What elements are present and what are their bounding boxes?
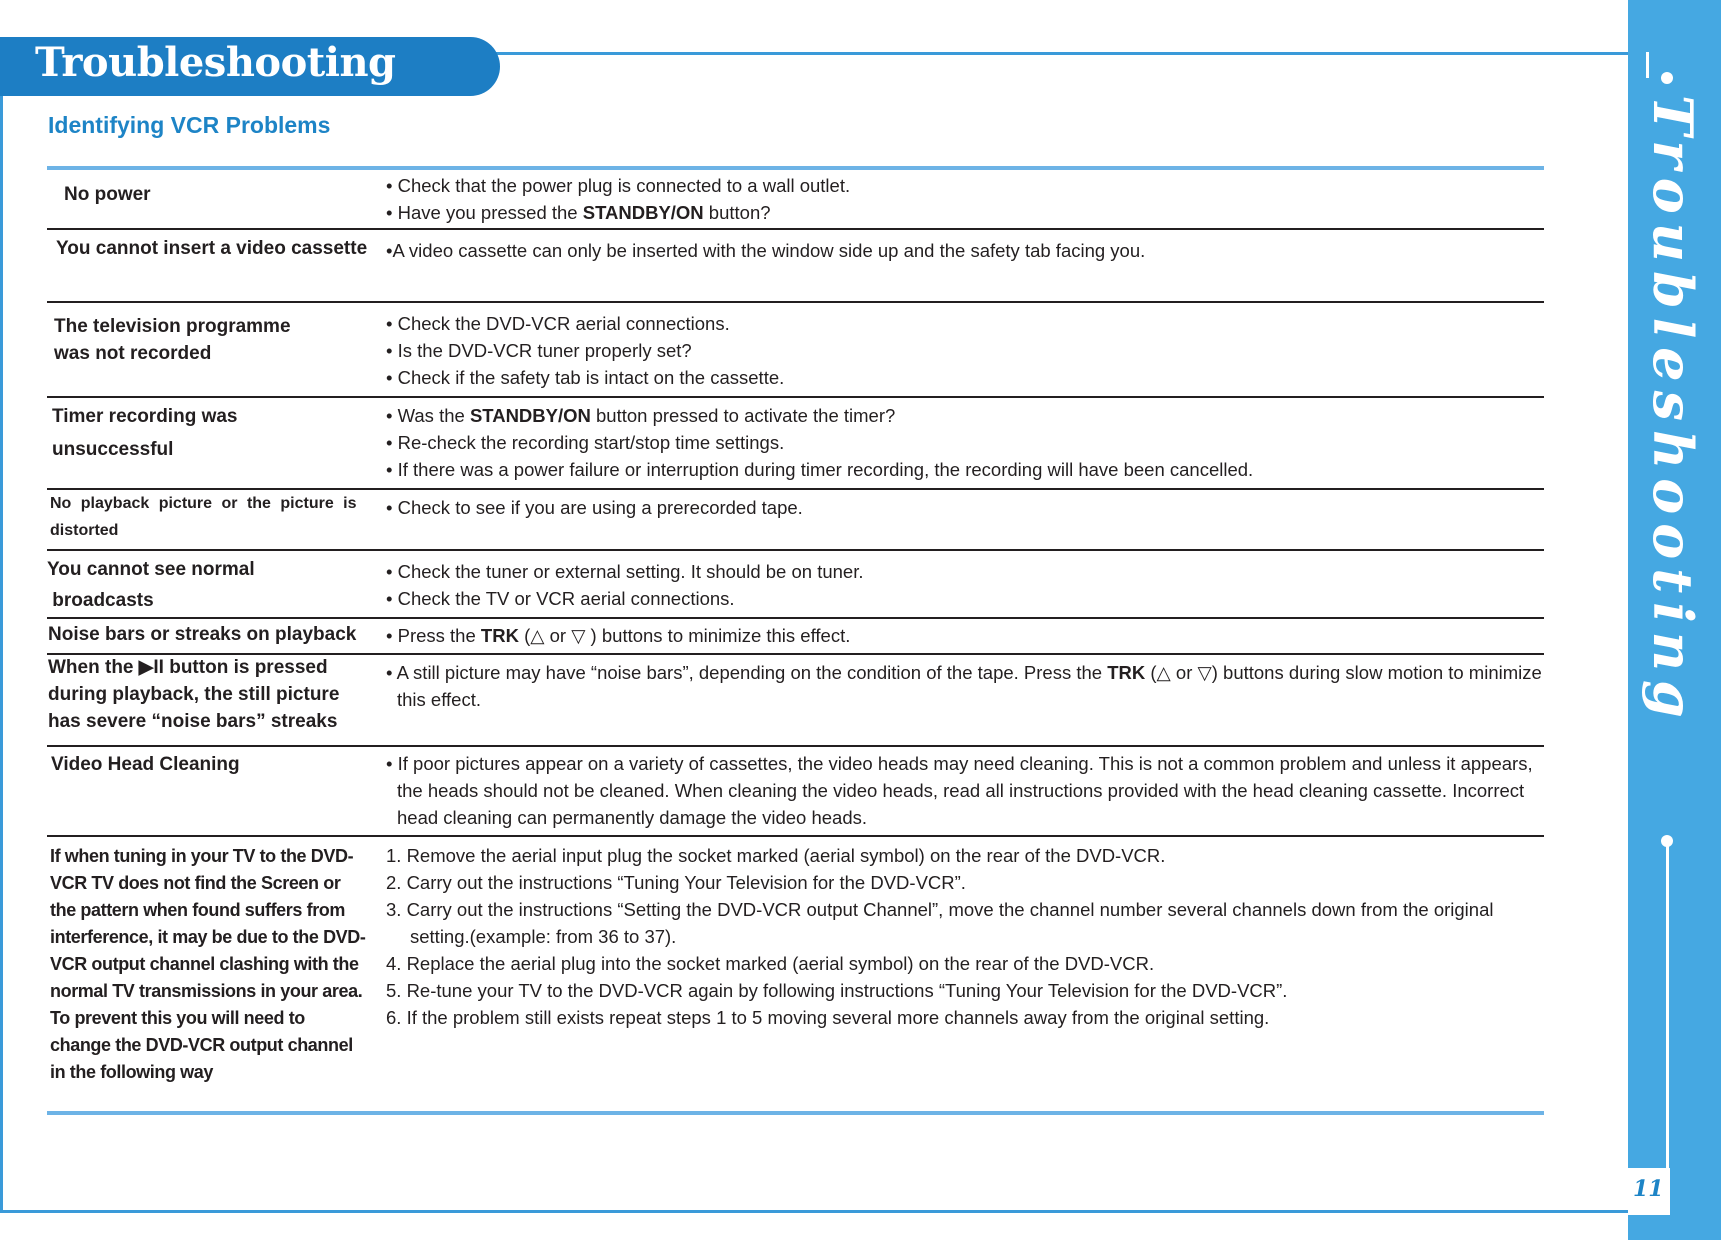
page-bottom-border bbox=[0, 1210, 1628, 1213]
solution-text: • Have you pressed the STANDBY/ON button? bbox=[386, 202, 771, 223]
page-number: 11 bbox=[1633, 1176, 1664, 1202]
problem-cell bbox=[47, 554, 255, 616]
header-rule bbox=[480, 52, 1628, 55]
sidebar-top-line bbox=[1646, 52, 1649, 78]
solution-text: • Check to see if you are using a prerecorded tape. bbox=[386, 497, 803, 518]
problem-cell bbox=[48, 621, 356, 648]
solution-text: • Check the TV or VCR aerial connections. bbox=[386, 588, 735, 609]
solution-cell bbox=[386, 842, 1544, 1031]
solution-text: • A still picture may have “noise bars”, depending on the condition of the tape. Press the TRK (△ or ▽) buttons during slow motion to minimize this effect. bbox=[386, 662, 1542, 710]
solution-cell bbox=[386, 237, 1544, 264]
solution-text: • If poor pictures appear on a variety of cassettes, the video heads may need cleaning. This is not a common problem and unless it appears, the heads should not be cleaned. When cleaning the video heads, read all instructions provided with the head cleaning cassette. Incorrect head cleaning can permanently damage the video heads. bbox=[386, 753, 1533, 828]
table-bottom-rule bbox=[47, 1111, 1544, 1115]
step-text: 6. If the problem still exists repeat steps 1 to 5 moving several more channels away from the original setting. bbox=[386, 1007, 1270, 1028]
solution-text: • Check the tuner or external setting. It should be on tuner. bbox=[386, 561, 864, 582]
solution-cell bbox=[386, 172, 1544, 226]
step-text: setting.(example: from 36 to 37). bbox=[410, 926, 677, 947]
row-divider bbox=[47, 835, 1544, 837]
problem-text: broadcasts bbox=[47, 590, 154, 611]
row-divider bbox=[47, 301, 1544, 303]
row-divider bbox=[47, 396, 1544, 398]
sidebar-bottom-line bbox=[1666, 846, 1669, 1168]
problem-text: interference, it may be due to the DVD- bbox=[50, 927, 366, 947]
problem-text: No playback picture or the picture is bbox=[50, 495, 357, 512]
problem-text: during playback, the still picture bbox=[48, 684, 340, 705]
step-text: 3. Carry out the instructions “Setting the DVD-VCR output Channel”, move the channel number several channels down from the original bbox=[386, 899, 1494, 920]
step-text: 2. Carry out the instructions “Tuning Your Television for the DVD-VCR”. bbox=[386, 872, 966, 893]
problem-text: change the DVD-VCR output channel bbox=[50, 1035, 353, 1055]
problem-cell bbox=[64, 181, 151, 208]
solution-cell bbox=[386, 402, 1544, 483]
problem-text: Noise bars or streaks on playback bbox=[48, 624, 357, 645]
problem-text: No power bbox=[64, 184, 151, 205]
header-tab bbox=[0, 37, 500, 96]
problem-text: If when tuning in your TV to the DVD- bbox=[50, 846, 354, 866]
problem-cell bbox=[50, 490, 357, 544]
problem-text: You cannot see normal bbox=[47, 559, 255, 580]
solution-cell bbox=[386, 494, 1544, 521]
problem-cell bbox=[54, 313, 291, 367]
solution-cell bbox=[386, 558, 1544, 612]
sidebar-vertical-title: Troubleshooting bbox=[1641, 95, 1705, 727]
problem-cell bbox=[51, 751, 240, 778]
problem-text: Timer recording was bbox=[52, 406, 238, 427]
row-divider bbox=[47, 228, 1544, 230]
problem-text: distorted bbox=[50, 522, 119, 539]
page-left-border bbox=[0, 95, 3, 1213]
problem-text: normal TV transmissions in your area. bbox=[50, 981, 363, 1001]
solution-text: • Check if the safety tab is intact on the cassette. bbox=[386, 367, 785, 388]
problem-text: VCR TV does not find the Screen or bbox=[50, 873, 341, 893]
table-top-rule bbox=[47, 166, 1544, 170]
problem-cell bbox=[56, 235, 367, 262]
solution-cell bbox=[386, 750, 1544, 831]
page-number-box bbox=[1628, 1168, 1670, 1215]
solution-text: • Re-check the recording start/stop time settings. bbox=[386, 432, 785, 453]
solution-text: • Is the DVD-VCR tuner properly set? bbox=[386, 340, 692, 361]
solution-text: • Check that the power plug is connected to a wall outlet. bbox=[386, 175, 851, 196]
solution-cell bbox=[386, 659, 1544, 713]
solution-text: • Press the TRK (△ or ▽ ) buttons to minimize this effect. bbox=[386, 625, 851, 646]
row-divider bbox=[47, 549, 1544, 551]
problem-text: The television programme bbox=[54, 316, 291, 337]
page-title: Troubleshooting bbox=[35, 39, 396, 86]
problem-text: Video Head Cleaning bbox=[51, 754, 240, 775]
solution-cell bbox=[386, 622, 1544, 649]
problem-text: was not recorded bbox=[54, 343, 212, 364]
row-divider bbox=[47, 617, 1544, 619]
sidebar-top-dot bbox=[1661, 72, 1673, 84]
problem-text: has severe “noise bars” streaks bbox=[48, 711, 338, 732]
row-divider bbox=[47, 745, 1544, 747]
solution-text: • Check the DVD-VCR aerial connections. bbox=[386, 313, 730, 334]
problem-text: You cannot insert a video cassette bbox=[56, 238, 368, 259]
solution-text: • If there was a power failure or interruption during timer recording, the recording will have been cancelled. bbox=[386, 459, 1254, 480]
problem-text: When the ▶II button is pressed bbox=[48, 657, 328, 678]
problem-text: the pattern when found suffers from bbox=[50, 900, 346, 920]
problem-text: in the following way bbox=[50, 1062, 214, 1082]
problem-cell bbox=[52, 400, 238, 466]
problem-text: To prevent this you will need to bbox=[50, 1008, 305, 1028]
problem-cell bbox=[50, 843, 365, 1086]
step-text: 5. Re-tune your TV to the DVD-VCR again by following instructions “Tuning Your Television for the DVD-VCR”. bbox=[386, 980, 1288, 1001]
solution-text: • Was the STANDBY/ON button pressed to activate the timer? bbox=[386, 405, 896, 426]
section-title: Identifying VCR Problems bbox=[48, 112, 331, 138]
solution-cell bbox=[386, 310, 1544, 391]
problem-text: VCR output channel clashing with the bbox=[50, 954, 359, 974]
solution-text: •A video cassette can only be inserted with the window side up and the safety tab facing you. bbox=[386, 240, 1146, 261]
step-text: 1. Remove the aerial input plug the socket marked (aerial symbol) on the rear of the DVD-VCR. bbox=[386, 845, 1166, 866]
problem-text: unsuccessful bbox=[52, 439, 174, 460]
step-text: 4. Replace the aerial plug into the socket marked (aerial symbol) on the rear of the DVD-VCR. bbox=[386, 953, 1155, 974]
problem-cell bbox=[48, 654, 339, 735]
